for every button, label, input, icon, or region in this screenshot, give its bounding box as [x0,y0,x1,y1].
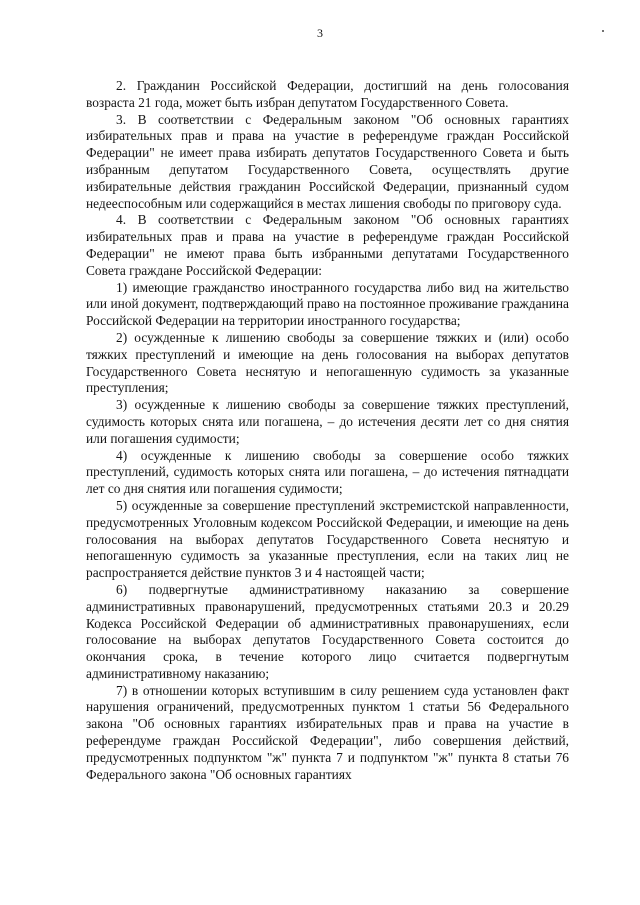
list-item-1: 1) имеющие гражданство иностранного государства либо вид на жительство или иной документ, подтверждающий право на постоянное проживание гражданина Российской Федерации на территории иностранного государства; [86,279,569,329]
list-item-7: 7) в отношении которых вступившим в силу решением суда установлен факт нарушения ограничений, предусмотренных пунктом 1 статьи 56 Федерального закона "Об основных гарантиях избирательных прав и права на участие в референдуме граждан Российской Федерации", либо совершения действий, предусмотренных подпунктом "ж" пункта 7 и подпунктом "ж" пункта 8 статьи 76 Федерального закона "Об основных гарантиях [86,682,569,782]
document-body [86,78,569,783]
scan-dot-mark [602,30,604,32]
list-item-2: 2) осужденные к лишению свободы за совершение тяжких и (или) особо тяжких преступлений и имеющие на день голосования на выборах депутатов Государственного Совета неснятую и непогашенную судимость за указанные преступления; [86,329,569,396]
page-number: 3 [317,26,323,40]
list-item-5: 5) осужденные за совершение преступлений экстремистской направленности, предусмотренных Уголовным кодексом Российской Федерации, и имеющие на день голосования на выборах депутатов Государственного Совета неснятую и непогашенную судимость за указанные преступления, если на таких лиц не распространяется действие пунктов 3 и 4 настоящей части; [86,497,569,581]
list-item-3: 3) осужденные к лишению свободы за совершение тяжких преступлений, судимость которых снята или погашена, – до истечения десяти лет со дня снятия или погашения судимости; [86,397,569,446]
paragraph-3: 3. В соответствии с Федеральным законом "Об основных гарантиях избирательных прав и права на участие в референдуме граждан Российской Федерации" не имеет права избирать депутатов Государственного Совета и быть избранным депутатом Государственного Совета, осуществлять другие избирательные действия гражданин Российской Федерации, признанный судом недееспособным или содержащийся в местах лишения свободы по приговору суда. [86,111,569,211]
list-item-6: 6) подвергнутые административному наказанию за совершение административных правонарушений, предусмотренных статьями 20.3 и 20.29 Кодекса Российской Федерации об административных правонарушениях, если голосование на выборах депутатов Государственного Совета состоится до окончания срока, в течение которого лицо считается подвергнутым административному наказанию; [86,581,569,681]
paragraph-4: 4. В соответствии с Федеральным законом "Об основных гарантиях избирательных прав и права на участие в референдуме граждан Российской Федерации" не имеют права быть избранными депутатами Государственного Совета граждане Российской Федерации: [86,212,569,278]
list-item-4: 4) осужденные к лишению свободы за совершение особо тяжких преступлений, судимость которых снята или погашена, – до истечения пятнадцати лет со дня снятия или погашения судимости; [86,447,569,497]
paragraph-2: 2. Гражданин Российской Федерации, достигший на день голосования возраста 21 года, может быть избран депутатом Государственного Совета. [86,78,569,110]
